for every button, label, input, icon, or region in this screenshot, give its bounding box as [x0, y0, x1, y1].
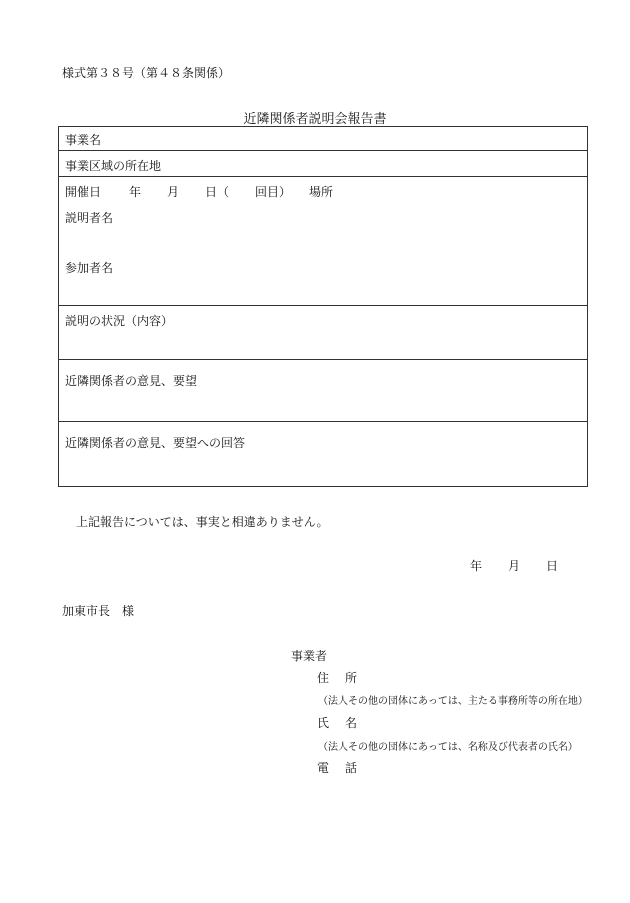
- form-title: 近隣関係者説明会報告書: [243, 112, 387, 127]
- opinions-label: 近隣関係者の意見、要望: [65, 374, 198, 388]
- responses-label: 近隣関係者の意見、要望への回答: [65, 436, 246, 450]
- row-meeting-details: [59, 177, 587, 306]
- applicant-label: 事業者: [291, 649, 328, 663]
- business-area-label: 事業区域の所在地: [65, 159, 162, 173]
- venue-label: 場所: [309, 185, 334, 199]
- name-label: 氏 名: [317, 716, 360, 730]
- date-year: 年: [129, 185, 142, 199]
- row-explanation-status: [59, 306, 587, 360]
- meeting-date-line: [59, 183, 587, 199]
- row-business-area: [59, 151, 587, 177]
- form-number: 様式第３８号（第４８条関係）: [62, 66, 231, 80]
- address-note: （法人その他の団体にあっては、主たる事務所等の所在地）: [318, 696, 588, 707]
- date-day: 日（: [205, 185, 230, 199]
- date-label: 開催日: [65, 185, 102, 199]
- phone-label: 電 話: [317, 761, 360, 775]
- name-note: （法人その他の団体にあっては、名称及び代表者の氏名）: [318, 742, 578, 753]
- declaration-statement: 上記報告については、事実と相違ありません。: [76, 515, 329, 529]
- report-date-day: 日: [546, 559, 559, 573]
- report-date-month: 月: [508, 559, 521, 573]
- date-month: 月: [167, 185, 180, 199]
- row-opinions: [59, 360, 587, 422]
- participants-label: 参加者名: [65, 261, 114, 275]
- session-count: 回目）: [255, 185, 292, 199]
- addressee: 加東市長 様: [62, 604, 135, 618]
- report-date-year: 年: [470, 559, 483, 573]
- address-label: 住 所: [317, 671, 360, 685]
- row-business-name: [59, 127, 587, 151]
- business-name-label: 事業名: [65, 133, 102, 147]
- report-table: [58, 126, 588, 487]
- row-responses: [59, 422, 587, 486]
- explanation-status-label: 説明の状況（内容）: [65, 314, 174, 328]
- presenter-label: 説明者名: [65, 211, 114, 225]
